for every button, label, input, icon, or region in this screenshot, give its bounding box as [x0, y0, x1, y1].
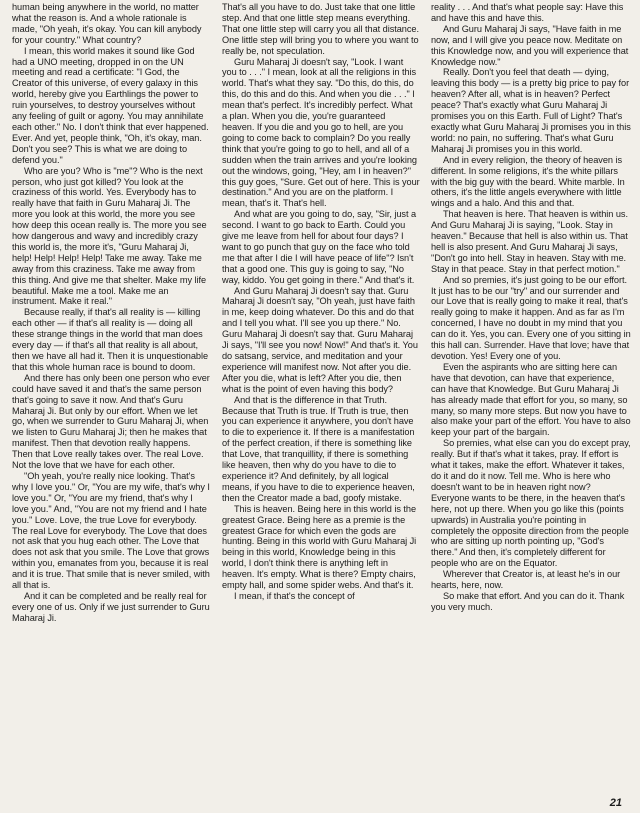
paragraph: That's all you have to do. Just take that one little step. And that one little step means everything. That one little step will carry you all that distance. One little step will bring you to where you want to really be, not speculation.: [222, 2, 419, 56]
paragraph: Even the aspirants who are sitting here can have that devotion, can have that experience, can have that Knowledge. But Guru Maharaj Ji has already made that effort for you, so many, so many, so many more steps. But now you have to also make your part of the effort. You have to also keep your part of the bargain.: [431, 361, 631, 438]
paragraph: And Guru Maharaj Ji says, "Have faith in me now, and I will give you peace now. Meditate on this Knowledge now, and you will experience that Knowledge now.": [431, 23, 629, 67]
paragraph: I mean, if that's the concept of: [234, 590, 355, 601]
paragraph: Because really, if that's all reality is — killing each other — if that's all reality is — doing all these strange things in the world that man does every day — if that's all that reality is all about, then we have all had it. Then it is unquestionable that this whole human race is bound to doom.: [12, 307, 209, 372]
paragraph: Wherever that Creator is, at least he's in our hearts, here, now.: [431, 569, 621, 591]
paragraph: Guru Maharaj Ji doesn't say, "Look. I want you to . . ." I mean, look at all the religions in this world. That's what they say. "Do this, do this, do this, do this and do this. And when you die . . ." I mean that's perfect. It's incredibly perfect. What a plan. When you die, you're guaranteed heaven. If you die and you go to hell, are you going to come back to complain? Do you really think that you're going to go to hell, and all of a sudden when the train arrives and you're looking out the windows, going, "Hey, am I in heaven?" this guy goes, "Sure. Get out of here. This is your destination." And you are on the platform. I mean, that's it. That's hell.: [222, 56, 420, 209]
paragraph: So premies, what else can you do except pray, really. But if that's what it takes, pray. If effort is what it takes, make the effort. Whatever it takes, do it and do it now. Tell me. Who is here who doesn't want to be in heaven right now? Everyone wants to be there, in the heaven that's here, not up there. When you go like this (points upwards) in Australia you're pointing in completely the opposite direction from the people who are sitting up north pointing up, "God's there." And then, it's completely different for people who are on the Equator.: [431, 438, 631, 569]
paragraph: And in every religion, the theory of heaven is different. In some religions, it's the white pillars with the big guy with the beard. White marble. In others, it's the little angels everywhere with little wings and a halo. And this and that.: [431, 154, 625, 209]
paragraph: This is heaven. Being here in this world is the greatest Grace. Being here as a premie is the greatest Grace for which even the gods are hunting. Being in this world with Guru Maharaj Ji being in this world, Knowledge being in this world, I don't think there is anything left in heaven. It's empty. What is there? Empty chairs, empty hall, and some spider webs. And that's it.: [222, 503, 417, 591]
text-column-2: [222, 2, 420, 602]
paragraph: "Oh yeah, you're really nice looking. That's why I love you." Or, "You are my wife, that's why I love you." Or, "You are my friend, that's why I love you." And, "You are not my friend and I hate you." Love. Love, the true Love for everybody. The real Love for everybody. The Love that does not ask that you hug each other. The Love that does not ask that you smile. The Love that grows within you, emanates from you, because it is real and it is true. That smile that is never smiled, with all that is.: [12, 470, 210, 591]
paragraph: human being anywhere in the world, no matter what the reason is. And a whole rationale is made, "Oh yeah, it's okay. You can kill anybody for your country." What country?: [12, 2, 202, 45]
paragraph: And so premies, it's just going to be our effort. It just has to be our "try" and our surrender and our Love that is really going to make it real, that's really going to make it happen. And as far as I'm concerned, I have no doubt in my mind that you can do it. Yes, you can. Every one of you sitting in this hall can. Surrender. Have that love; have that devotion. Yes! Every one of you.: [431, 274, 631, 361]
text-column-1: [12, 2, 210, 624]
paragraph: And Guru Maharaj Ji doesn't say that. Guru Maharaj Ji doesn't say, "Oh yeah, just have faith in me, keep doing whatever. Do this and do that and I tell you what. I'll see you up there." No. Guru Maharaj Ji doesn't say that. Guru Maharaj Ji says, "I'll see you now! Now!" And that's it. You do satsang, service, and meditation and your experience will manifest now. Not after you die. After you die, what is left? After you die, then what is the point of even having this body?: [222, 285, 418, 394]
paragraph: That heaven is here. That heaven is within us. And Guru Maharaj Ji is saying, "Look. Stay in heaven." Because that hell is also within us. That hell is also present. And Guru Maharaj Ji says, "Don't go into hell. Stay in heaven. Stay with me. Stay in that peace. Stay in that perfect motion.": [431, 209, 628, 274]
page-number: 21: [609, 797, 622, 809]
paragraph: And what are you going to do, say, "Sir, just a second. I want to go back to Earth. Could you give me leave from hell for about four days? I want to go punch that guy on the face who told me that after I die I will have peace of life"? Isn't that a good one. This guy is going to say, "No way, kiddo. You get going in there." And that's it.: [222, 209, 417, 285]
paragraph: Who are you? Who is "me"? Who is the next person, who just got killed? You look at the craziness of this world. Yes. Everybody has to really have that faith in Guru Maharaj Ji. The more you look at this world, the more you see how deep this ocean really is. The more you see how dangerous and wavy and incredibly crazy this world is, the more it's, "Guru Maharaj Ji, help! Help! Help! Help! Take me away. Take me away from this craziness. Take me away from this thing. And give me that shelter. Make my life beautiful. Make me a tool. Make me an instrument. Make it real.": [12, 165, 207, 307]
paragraph: And there has only been one person who ever could have saved it and that's the same person that's going to save it now. And that's Guru Maharaj Ji. But only by our effort. When we let go, when we surrender to Guru Maharaj Ji, when we listen to Guru Maharaj Ji; then he makes that manifest. Then that devotion really happens. Then that Love really takes over. The real Love. Not the love that we have for each other.: [12, 372, 210, 471]
paragraph: And it can be completed and be really real for every one of us. Only if we just surrender to Guru Maharaj Ji.: [12, 590, 210, 623]
paragraph: Really. Don't you feel that death — dying, leaving this body — is a pretty big price to pay for heaven? After all, what is in heaven? Perfect peace? That's exactly what Guru Maharaj Ji promises you on this Earth. Full of Light? That's exactly what Guru Maharaj Ji promises you in this world: no pain, no suffering. That's what Guru Maharaj Ji promises you in this world.: [431, 67, 631, 154]
paragraph: And that is the difference in that Truth. Because that Truth is true. If Truth is true, then you can experience it anywhere, you don't have to die to experience it. If there is a manifestation of the perfect creation, if there is something like that Love, that tranquillity, if there is something like heaven, then why do you have to die to experience it? And definitely, by all logical means, if you have to die to experience heaven, then the Creator made a bad, goofy mistake.: [222, 394, 415, 503]
paragraph: reality . . . And that's what people say: Have this and have this and have this.: [431, 2, 624, 23]
text-column-3: [431, 2, 631, 613]
paragraph: I mean, this world makes it sound like God had a UNO meeting, dropped in on the UN meeting and read a certificate: "I God, the Creator of this universe, of every galaxy in this world, hereby give you Earthlings the power to ruin yourselves, to destroy yourselves without any feeling of guilt or agony. You may annihilate each other." No. I don't think that ever happened. Ever. And yet, people think, "Oh, it's okay, man. Don't you see? This is what we are doing to defend you.": [12, 45, 209, 165]
paragraph: So make that effort. And you can do it. Thank you very much.: [431, 590, 625, 612]
